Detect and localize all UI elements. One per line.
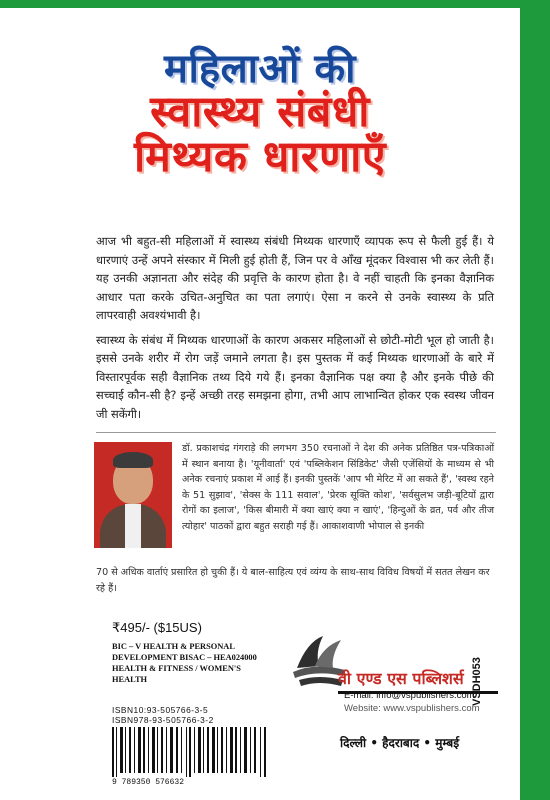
product-code-text: VSDH053 bbox=[471, 657, 483, 706]
title-line-3: मिथ्यक धारणाएँ bbox=[133, 132, 387, 183]
publisher-email: E-mail: info@vspublishers.com bbox=[344, 690, 475, 701]
description-paragraph-1: आज भी बहुत-सी महिलाओं में स्वास्थ्य संबंधी मिथ्यक धारणाएँ व्यापक रूप से फैली हुई हैं। ये धारणाएं उन्हें अपने संस्कार में मिली हुई होती हैं, जिन पर वे आँख मूंदकर विश्वास भी कर लेती हैं। यह उनकी अज्ञानता और संदेह की प्रवृत्ति के कारण होता है। वे नहीं चाहती कि इनका वैज्ञानिक आधार पता करके उचित-अनुचित का पता लगाएं। ऐसा न करने से उनके स्वास्थ्य के प्रति लापरवाही अवश्यंभावी है। bbox=[96, 234, 494, 322]
divider bbox=[96, 432, 496, 433]
author-bio-continued: 70 से अधिक वार्ताएं प्रसारित हो चुकी हैं। ये बाल-साहित्य एवं व्यंग्य के साथ-साथ विविध विषयों में सतत लेखन कर रहे हैं। bbox=[96, 567, 490, 594]
author-bio: डॉ. प्रकाशचंद्र गंगराड़े की लगभग 350 रचनाओं ने देश की अनेक प्रतिष्ठित पत्र-पत्रिकाओं में स्थान बनाया है। 'यूनीवार्ता' एवं 'पब्लिकेशन सिंडिकेट' जैसी एजेंसियों के माध्यम से भी अनेक रचनाएं प्रकाश में आई हैं। इनकी पुस्तकें 'आप भी मेरिट में आ सकते हैं', 'स्वस्थ रहने के 51 सुझाव', 'सेक्स के 111 सवाल', 'प्रेरक सूक्ति कोश', 'सर्वसुलभ जड़ी-बूटियों द्वारा रोगों का इलाज', 'किस बीमारी में क्या खाएं क्या न खाएं', 'हिन्दुओं के व्रत, पर्व और तीज त्योहार' पाठकों द्वारा बहुत सराही गई हैं। आकाशवाणी भोपाल से इनकी bbox=[182, 443, 494, 532]
top-green-band bbox=[0, 0, 520, 8]
title-line-1: महिलाओं की bbox=[164, 46, 356, 92]
publisher-name-text: वी एण्ड एस पब्लिशर्स bbox=[338, 669, 464, 688]
isbn-block bbox=[112, 705, 214, 725]
book-title bbox=[60, 46, 460, 183]
description-paragraph-2: स्वास्थ्य के संबंध में मिथ्यक धारणाओं के कारण अकसर महिलाओं से छोटी-मोटी भूल हो जाती है। इससे उनके शरीर में रोग जड़ें जमाने लगता है। इस पुस्तक में कई मिथ्यक धारणाओं के बारे में विस्तारपूर्वक सही वैज्ञानिक तथ्य दिये गये हैं। इनका वैज्ञानिक पक्ष क्या है और इनके पीछे की सच्चाई कौन-सी है? इन्हें अच्छी तरह समझना होगा, तभी आप लाभान्वित होकर एक स्वस्थ जीवन जी सकेंगी। bbox=[96, 332, 494, 421]
bisac-codes: BIC – V HEALTH & PERSONAL DEVELOPMENT BISAC – HEA024000 HEALTH & FITNESS / WOMEN'S HEALTH bbox=[112, 642, 257, 684]
publisher-website: Website: www.vspublishers.com bbox=[344, 703, 480, 714]
price: ₹495/- ($15US) bbox=[112, 620, 202, 635]
spine-green-band bbox=[520, 0, 550, 800]
title-line-2: स्वास्थ्य संबंधी bbox=[150, 87, 370, 137]
barcode-number: 9 789350 576632 bbox=[112, 778, 185, 787]
author-photo bbox=[94, 442, 172, 548]
isbn-13: ISBN978-93-505766-3-2 bbox=[112, 715, 214, 725]
publisher-cities: दिल्ली • हैदराबाद • मुम्बई bbox=[340, 736, 460, 750]
barcode-icon bbox=[110, 727, 270, 777]
book-description bbox=[96, 232, 494, 429]
isbn-10: ISBN10:93-505766-3-5 bbox=[112, 705, 209, 715]
